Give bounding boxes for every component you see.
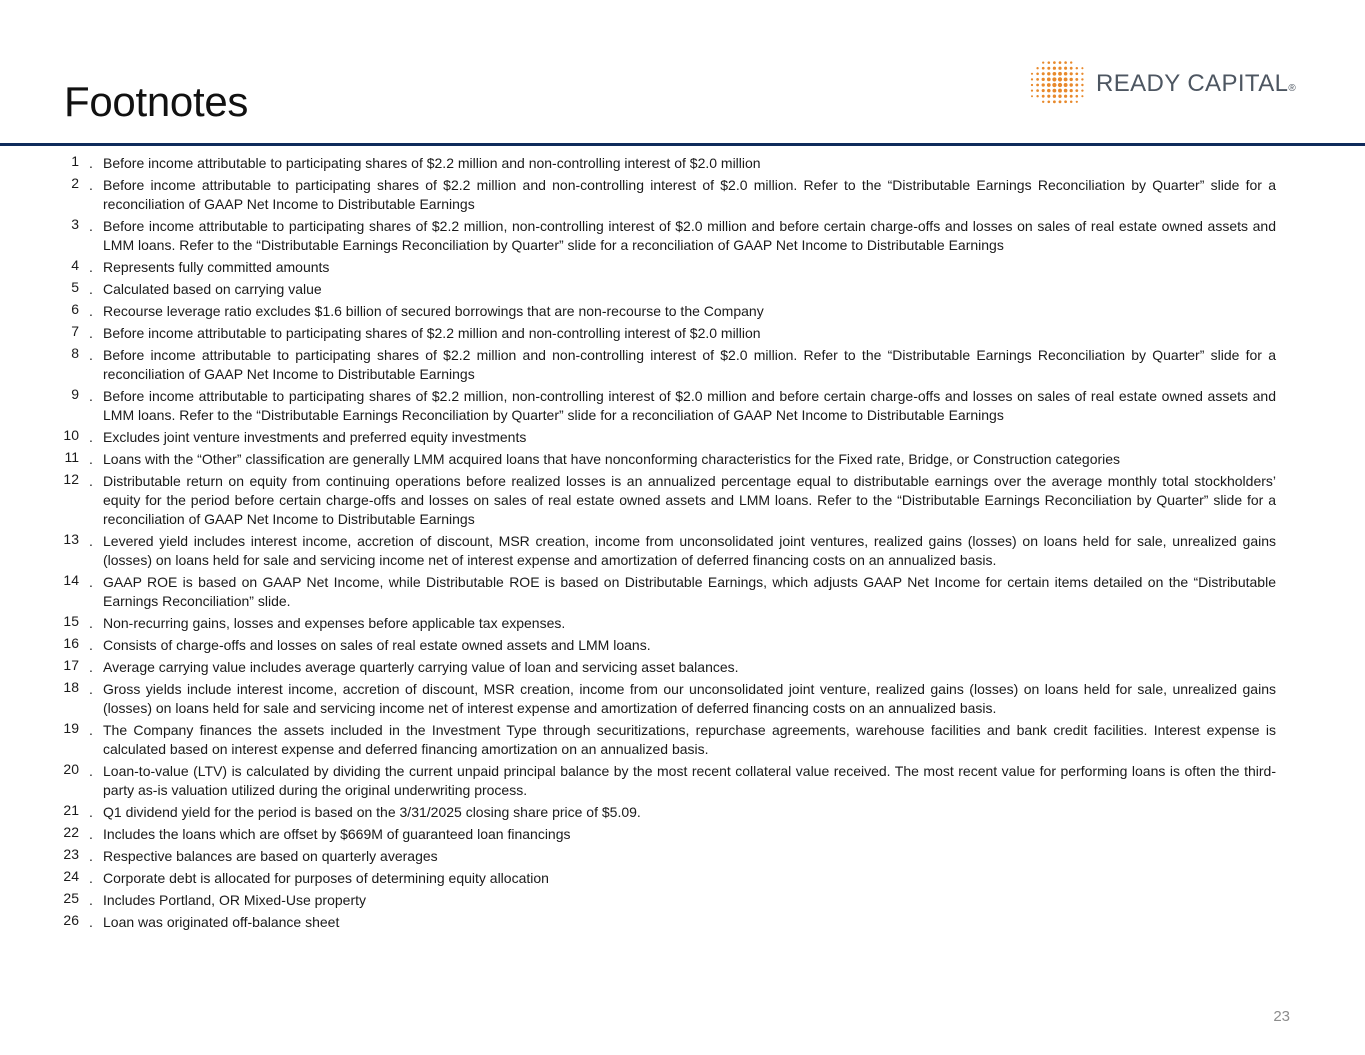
- footnote-text: Excludes joint venture investments and preferred equity investments: [103, 429, 527, 445]
- footnote-item: [0, 472, 1365, 529]
- footnote-number: 24: [63, 868, 79, 884]
- footnote-separator: .: [89, 473, 93, 489]
- footnote-separator: .: [89, 637, 93, 653]
- footnote-number: 14: [63, 572, 79, 588]
- footnote-item: [0, 658, 1365, 677]
- footnote-number: 26: [63, 912, 79, 928]
- footnote-item: [0, 913, 1365, 932]
- footnote-number: 18: [63, 679, 79, 695]
- footnote-item: [0, 803, 1365, 822]
- footnote-separator: .: [89, 826, 93, 842]
- footnote-number: 19: [63, 720, 79, 736]
- footnote-text: Distributable return on equity from continuing operations before realized losses is an annualized percentage equal to distributable earnings over the average monthly total stockholders’ equity for the period before certain charge-offs and losses on sales of real estate owned assets and LMM loans. Refer to the “Distributable Earnings Reconciliation by Quarter” slide for a reconciliation of GAAP Net Income to Distributable Earnings: [103, 473, 1276, 527]
- dot-grid-icon: [1028, 54, 1092, 114]
- footnote-text: Corporate debt is allocated for purposes of determining equity allocation: [103, 870, 549, 886]
- header-divider: [0, 143, 1365, 146]
- footnote-number: 17: [63, 657, 79, 673]
- registered-mark: ®: [1288, 83, 1297, 94]
- footnote-text: Before income attributable to participating shares of $2.2 million and non-controlling interest of $2.0 million: [103, 155, 761, 171]
- footnote-text: Includes the loans which are offset by $669M of guaranteed loan financings: [103, 826, 571, 842]
- footnote-text: Gross yields include interest income, accretion of discount, MSR creation, income from our unconsolidated joint venture, realized gains (losses) on loans held for sale, unrealized gains (losses) on loans held for sale and servicing income net of interest expense and amortization of deferred financing costs on an annualized basis.: [103, 681, 1276, 716]
- footnote-separator: .: [89, 615, 93, 631]
- footnote-number: 2: [71, 175, 79, 191]
- footnote-item: [0, 154, 1365, 173]
- footnote-number: 21: [63, 802, 79, 818]
- footnote-item: [0, 869, 1365, 888]
- footnote-separator: .: [89, 259, 93, 275]
- footnote-item: [0, 680, 1365, 718]
- footnote-item: [0, 721, 1365, 759]
- footnote-separator: .: [89, 325, 93, 341]
- footnote-item: [0, 387, 1365, 425]
- logo-wordmark: [1096, 70, 1296, 103]
- footnote-number: 23: [63, 846, 79, 862]
- footnote-text: Recourse leverage ratio excludes $1.6 billion of secured borrowings that are non-recourse to the Company: [103, 303, 764, 319]
- footnote-number: 20: [63, 761, 79, 777]
- footnote-text: Represents fully committed amounts: [103, 259, 330, 275]
- footnote-separator: .: [89, 388, 93, 404]
- footnote-number: 10: [63, 427, 79, 443]
- footnote-text: Q1 dividend yield for the period is based on the 3/31/2025 closing share price of $5.09.: [103, 804, 641, 820]
- footnote-text: Before income attributable to participating shares of $2.2 million and non-controlling interest of $2.0 million. Refer to the “Distributable Earnings Reconciliation by Quarter” slide for a reconciliation of GAAP Net Income to Distributable Earnings: [103, 347, 1276, 382]
- footnote-text: Before income attributable to participating shares of $2.2 million, non-controlling interest of $2.0 million and before certain charge-offs and losses on sales of real estate owned assets and LMM loans. Refer to the “Distributable Earnings Reconciliation by Quarter” slide for a reconciliation of GAAP Net Income to Distributable Earnings: [103, 388, 1276, 423]
- footnote-text: Before income attributable to participating shares of $2.2 million and non-controlling interest of $2.0 million. Refer to the “Distributable Earnings Reconciliation by Quarter” slide for a reconciliation of GAAP Net Income to Distributable Earnings: [103, 177, 1276, 212]
- footnote-text: Consists of charge-offs and losses on sales of real estate owned assets and LMM loans.: [103, 637, 651, 653]
- footnote-number: 6: [71, 301, 79, 317]
- footnote-text: Loan was originated off-balance sheet: [103, 914, 340, 930]
- footnote-separator: .: [89, 914, 93, 930]
- footnote-item: [0, 847, 1365, 866]
- footnote-number: 13: [63, 531, 79, 547]
- footnote-number: 15: [63, 613, 79, 629]
- footnote-number: 22: [63, 824, 79, 840]
- footnote-separator: .: [89, 451, 93, 467]
- footnote-separator: .: [89, 177, 93, 193]
- footnote-text: Loans with the “Other” classification are generally LMM acquired loans that have nonconforming characteristics for the Fixed rate, Bridge, or Construction categories: [103, 451, 1121, 467]
- footnote-number: 1: [71, 153, 79, 169]
- footnote-separator: .: [89, 804, 93, 820]
- footnote-number: 7: [71, 323, 79, 339]
- footnote-text: Respective balances are based on quarterly averages: [103, 848, 438, 864]
- footnote-separator: .: [89, 870, 93, 886]
- footnote-separator: .: [89, 303, 93, 319]
- footnote-separator: .: [89, 155, 93, 171]
- footnote-item: [0, 636, 1365, 655]
- footnote-separator: .: [89, 848, 93, 864]
- footnote-text: Loan-to-value (LTV) is calculated by dividing the current unpaid principal balance by the most recent collateral value received. The most recent value for performing loans is often the third-party as-is valuation utilized during the original underwriting process.: [103, 763, 1276, 798]
- footnote-separator: .: [89, 533, 93, 549]
- logo-brand-text: READY CAPITAL: [1096, 70, 1289, 97]
- footnote-number: 16: [63, 635, 79, 651]
- footnote-item: [0, 217, 1365, 255]
- footnote-text: Before income attributable to participating shares of $2.2 million and non-controlling interest of $2.0 million: [103, 325, 761, 341]
- footnote-separator: .: [89, 218, 93, 234]
- page-title: Footnotes: [64, 78, 249, 125]
- footnote-item: [0, 614, 1365, 633]
- footnote-item: [0, 324, 1365, 343]
- footnote-item: [0, 762, 1365, 800]
- footnote-number: 11: [64, 449, 79, 465]
- footnote-item: [0, 280, 1365, 299]
- footnote-separator: .: [89, 659, 93, 675]
- footnote-separator: .: [89, 892, 93, 908]
- footnote-text: Calculated based on carrying value: [103, 281, 322, 297]
- footnote-item: [0, 258, 1365, 277]
- footnote-item: [0, 346, 1365, 384]
- footnote-item: [0, 428, 1365, 447]
- page-number: 23: [1273, 1008, 1290, 1025]
- footnotes-list: [0, 154, 1365, 935]
- footnote-number: 8: [71, 345, 79, 361]
- footnote-item: [0, 891, 1365, 910]
- footnote-separator: .: [89, 722, 93, 738]
- footnote-separator: .: [89, 281, 93, 297]
- footnote-number: 9: [71, 386, 79, 402]
- footnote-text: GAAP ROE is based on GAAP Net Income, while Distributable ROE is based on Distributable Earnings, which adjusts GAAP Net Income for certain items detailed on the “Distributable Earnings Reconciliation” slide.: [103, 574, 1276, 609]
- footnote-item: [0, 176, 1365, 214]
- footnote-item: [0, 302, 1365, 321]
- footnote-separator: .: [89, 763, 93, 779]
- footnote-text: Before income attributable to participating shares of $2.2 million, non-controlling interest of $2.0 million and before certain charge-offs and losses on sales of real estate owned assets and LMM loans. Refer to the “Distributable Earnings Reconciliation by Quarter” slide for a reconciliation of GAAP Net Income to Distributable Earnings: [103, 218, 1276, 253]
- footnote-item: [0, 450, 1365, 469]
- footnote-text: Non-recurring gains, losses and expenses before applicable tax expenses.: [103, 615, 566, 631]
- footnote-number: 5: [71, 279, 79, 295]
- footnote-text: Average carrying value includes average quarterly carrying value of loan and servicing asset balances.: [103, 659, 739, 675]
- footnote-number: 3: [71, 216, 79, 232]
- footnote-separator: .: [89, 574, 93, 590]
- footnote-separator: .: [89, 347, 93, 363]
- footnote-item: [0, 573, 1365, 611]
- footnote-separator: .: [89, 429, 93, 445]
- footnote-item: [0, 532, 1365, 570]
- footnote-text: Levered yield includes interest income, accretion of discount, MSR creation, income from unconsolidated joint ventures, realized gains (losses) on loans held for sale, unrealized gains (losses) on loans held for sale and servicing income net of interest expense and amortization of deferred financing costs on an annualized basis.: [103, 533, 1276, 568]
- footnote-text: The Company finances the assets included in the Investment Type through securitizations, repurchase agreements, warehouse facilities and bank credit facilities. Interest expense is calculated based on interest expense and deferred financing amortization on an annualized basis.: [103, 722, 1276, 757]
- footnote-item: [0, 825, 1365, 844]
- footnote-number: 12: [63, 471, 79, 487]
- footnote-number: 4: [71, 257, 79, 273]
- footnote-separator: .: [89, 681, 93, 697]
- footnote-number: 25: [63, 890, 79, 906]
- footnote-text: Includes Portland, OR Mixed-Use property: [103, 892, 366, 908]
- ready-capital-logo: [1028, 54, 1318, 114]
